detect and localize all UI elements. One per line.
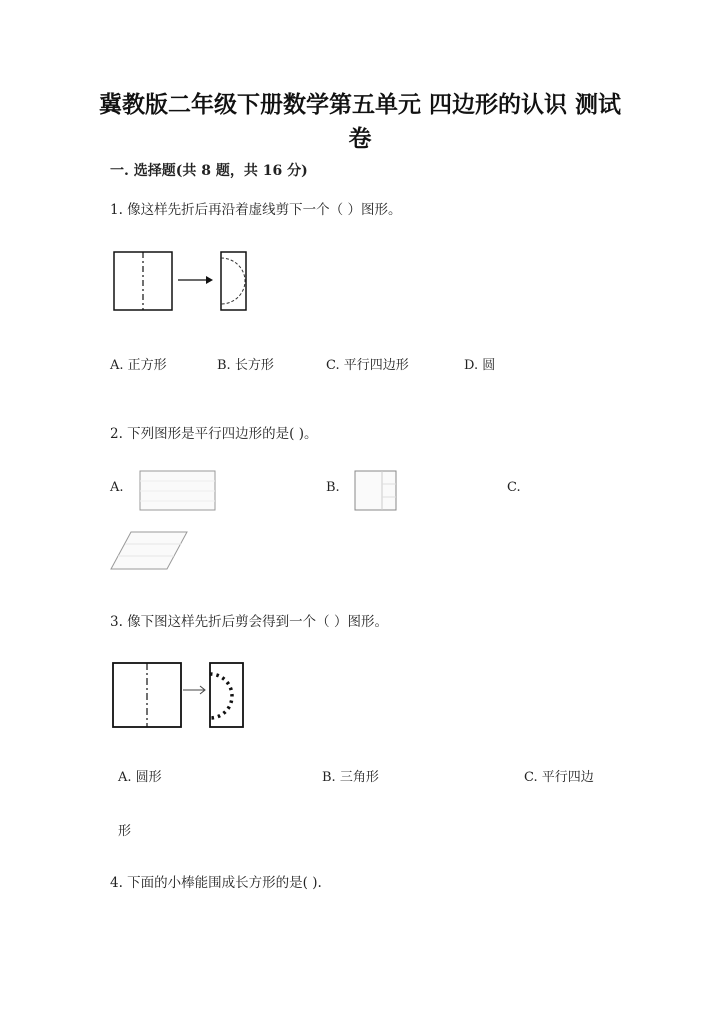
q2-option-c[interactable]: C. <box>507 480 521 495</box>
q2-parallelogram-figure <box>109 530 189 572</box>
q2-option-b[interactable]: B. <box>326 480 340 495</box>
page-title: 冀教版二年级下册数学第五单元 四边形的认识 测试卷 <box>98 91 621 152</box>
question-1-figure <box>110 248 250 314</box>
q3-option-c-wrap: 形 <box>118 824 132 839</box>
q1-option-d[interactable]: D. 圆 <box>464 358 496 373</box>
q3-option-c[interactable]: C. 平行四边 <box>524 770 594 785</box>
question-3-text: 3. 像下图这样先折后剪会得到一个（ ）图形。 <box>110 614 388 630</box>
question-3-figure <box>110 660 250 730</box>
q3-option-a[interactable]: A. 圆形 <box>118 770 162 785</box>
q3-option-b[interactable]: B. 三角形 <box>322 770 379 785</box>
question-4-text: 4. 下面的小棒能围成长方形的是( ). <box>110 875 322 891</box>
q2-rectangle-figure <box>139 470 217 512</box>
folded-paper <box>210 663 243 727</box>
question-2-text: 2. 下列图形是平行四边形的是( )。 <box>110 426 318 442</box>
q2-option-a[interactable]: A. <box>110 480 124 495</box>
q1-option-b[interactable]: B. 长方形 <box>217 358 274 373</box>
folded-paper <box>221 252 246 310</box>
cut-arc <box>221 258 245 304</box>
arrow-head-icon <box>206 276 213 284</box>
q1-option-c[interactable]: C. 平行四边形 <box>326 358 409 373</box>
q1-option-a[interactable]: A. 正方形 <box>110 358 167 373</box>
q2-square-figure <box>354 470 398 512</box>
question-1-text: 1. 像这样先折后再沿着虚线剪下一个（ ）图形。 <box>110 202 402 218</box>
section-heading: 一. 选择题(共 8 题，共 16 分) <box>110 163 308 179</box>
cut-arc <box>210 674 232 718</box>
